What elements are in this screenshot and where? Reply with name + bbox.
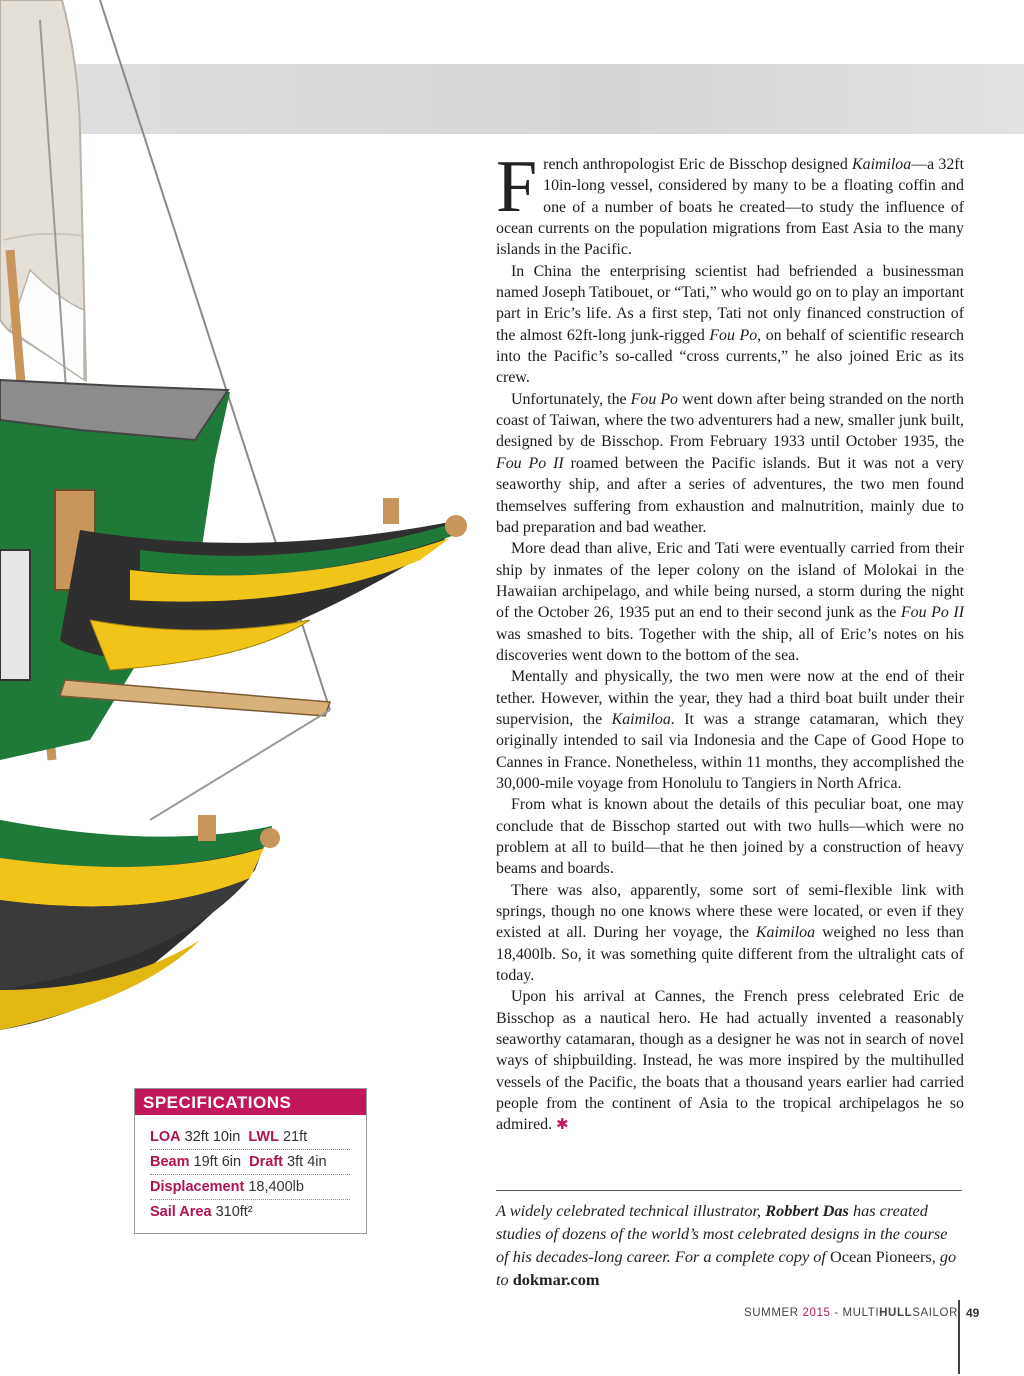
spec-row-sail-area [150,1200,350,1224]
spec-label-loa: LOA [150,1129,181,1145]
website-link[interactable]: dokmar.com [512,1270,600,1289]
article-paragraph: From what is known about the details of this peculiar boat, one may conclude that de Bisschop started out with two hulls—which were no problem at all to build—that he then joined by a construction of heavy beams and boards. [496,796,964,878]
spec-label-displacement: Displacement [150,1179,245,1195]
article-body [496,146,965,1136]
footer-year: 2015 [802,1307,831,1319]
spec-row-beam-draft [150,1150,350,1175]
book-title: Ocean Pioneers, [829,1247,936,1266]
spec-value-draft: 3ft 4in [287,1154,327,1170]
bio-middle: has created studies of dozens of the world’s most celebrated designs in the course of his decades-long career. For a complete copy of [496,1201,948,1266]
spec-row-displacement [150,1175,350,1200]
boat-name: Fou Po II [900,604,964,622]
article-paragraph: There was also, apparently, some sort of semi-flexible link with springs, though no one knows where these were located, or even if they existed at all. During her voyage, the Kaimiloa weighed no less than 18,400lb. So, it was something quite different from the ultralight cats of today. [496,881,964,985]
bio-go-to: go to [496,1247,957,1289]
article-paragraph: French anthropologist Eric de Bisschop designed Kaimiloa—a 32ft 10in-long vessel, considered by many to be a floating coffin and one of a number of boats he created—to study the influence of ocean currents on the population migrations from East Asia to the many islands in the Pacific. [496,146,965,259]
boat-name: Fou Po, [709,326,762,344]
bio-lead: A widely celebrated technical illustrator, [496,1201,766,1220]
boat-name: Kaimiloa [852,156,912,173]
footer-season: SUMMER [743,1307,803,1319]
boat-name: Kaimiloa [611,710,671,728]
author-name: Robbert Das [765,1201,849,1220]
specifications-title: SPECIFICATIONS [135,1089,366,1115]
article-paragraph: Mentally and physically, the two men were now at the end of their tether. However, within the year, they had a third boat built under their supervision, the Kaimiloa. It was a strange catamaran, which they originally intended to sail via Indonesia and the Cape of Good Hope to Cannes in France. Nonetheless, within 11 months, they accomplished the 30,000-mile voyage from Honolulu to Tangiers in North Africa. [496,668,964,792]
spec-value-loa: 32ft 10in [184,1129,241,1145]
footer-sep: - MULTI [830,1307,880,1319]
spec-value-lwl: 21ft [282,1129,308,1145]
spec-value-sail-area: 310ft² [215,1204,253,1220]
catamaran-illustration [0,0,480,1090]
article-paragraph: In China the enterprising scientist had befriended a businessman named Joseph Tatibouet, or “Tati,” who would go on to play an important part in Eric’s life. As a first step, Tati not only financed construction of the almost 62ft-long junk-rigged Fou Po, on behalf of scientific research into the Pacific’s so-called “cross currents,” he also joined Eric as its crew. [496,262,964,387]
page-number: 49 [966,1306,980,1320]
end-mark-icon: ✱ [556,1115,569,1134]
article-paragraph: Upon his arrival at Cannes, the French press celebrated Eric de Bisschop as a nautical hero. He had actually invented a reasonably seaworthy catamaran, though as a designer he was not in search of novel ways of shipbuilding. Instead, he was more inspired by the multihulled vessels of the Pacific, the boats that a thousand years earlier had carried people from the continent of Asia to the tropical archipelagos he so admired. ✱ [496,988,964,1134]
spec-label-lwl: LWL [248,1129,279,1145]
spec-label-sail-area: Sail Area [150,1204,212,1220]
drop-cap: F [496,146,538,228]
specifications-box [134,1088,367,1234]
footer-divider [958,1300,960,1374]
boat-name: Fou Po [630,390,679,408]
article-paragraph: More dead than alive, Eric and Tati were eventually carried from their ship by inmates of the leper colony on the island of Molokai in the Hawaiian archipelago, and while being nursed, a storm during the night of the October 26, 1935 put an end to their second junk as the Fou Po II was smashed to bits. Together with the ship, all of Eric’s notes on his discoveries went down to the bottom of the sea. [496,540,964,664]
specifications-list [150,1125,350,1224]
author-bio [496,1199,964,1291]
boat-name: Kaimiloa [755,924,816,942]
spec-label-draft: Draft [249,1154,284,1170]
boat-name: Fou Po II [496,454,564,472]
spec-value-beam: 19ft 6in [193,1154,242,1170]
footer-hull: HULL [879,1307,913,1319]
page-footer [744,1306,958,1320]
bio-divider [496,1190,962,1191]
spec-row-loa-lwl [150,1125,350,1150]
footer-sailor: SAILOR [912,1307,958,1319]
spec-label-beam: Beam [150,1154,190,1170]
spec-value-displacement: 18,400lb [248,1179,304,1195]
article-paragraph: Unfortunately, the Fou Po went down after being stranded on the north coast of Taiwan, where the two adventurers had a new, smaller junk built, designed by de Bisschop. From February 1933 until October 1935, the Fou Po II roamed between the Pacific islands. But it was not a very seaworthy ship, and after a series of adventures, the two men found themselves suffering from exhaustion and malnutrition, mainly due to bad preparation and bad weather. [496,390,964,536]
